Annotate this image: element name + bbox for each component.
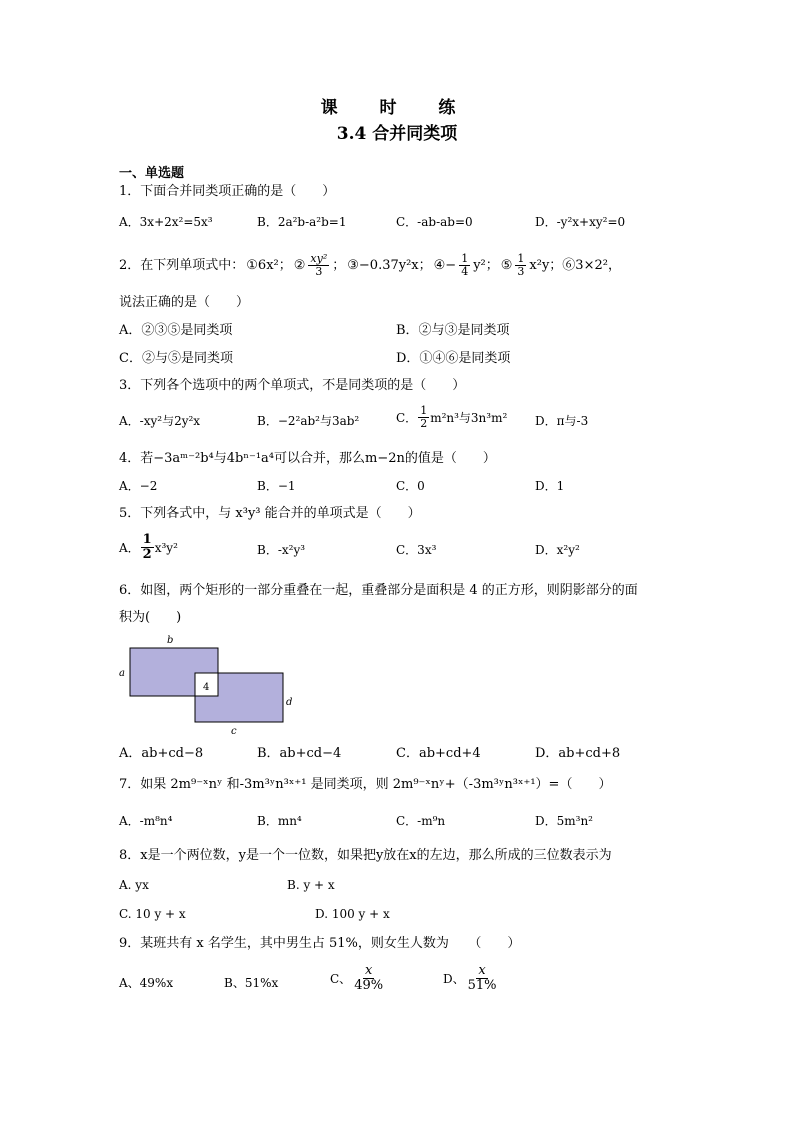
q8-option-c: C. 10 y + x: [119, 907, 186, 921]
q7-option-a: A．-m⁸n⁴: [119, 814, 173, 828]
q2-frac-xy-den: 3: [315, 265, 323, 279]
q4-option-b: B．−1: [257, 479, 296, 493]
q2-option-c: C．②与⑤是同类项: [119, 351, 233, 366]
q8-option-b: B. y + x: [287, 878, 335, 892]
q1-stem: 1．下面合并同类项正确的是（ ）: [119, 184, 336, 199]
q1-option-a: A．3x+2x²=5x³: [119, 215, 213, 229]
q2-item-4-label: ④−: [433, 258, 457, 274]
q2-fraction-13: [515, 253, 526, 278]
q9-option-c: [330, 964, 386, 994]
q9-c-label: C、: [330, 971, 352, 986]
q3-option-a: A．-xy²与2y²x: [119, 414, 201, 428]
q2-sep: ；: [332, 258, 346, 274]
q6-stem-line1: 6．如图，两个矩形的一部分重叠在一起，重叠部分是面积是 4 的正方形，则阴影部分的面: [119, 583, 638, 598]
q3-c-rest: m²n³与3n³m²: [430, 410, 508, 425]
q9-c-frac-den: 49%: [354, 978, 384, 994]
q5-a-frac-num: 1: [142, 532, 152, 547]
q5-option-d: D．x²y²: [535, 543, 580, 557]
q6-option-b: B．ab+cd−4: [257, 746, 342, 761]
page-title: 课 时 练: [320, 98, 474, 118]
q2-option-b: B．②与③是同类项: [396, 323, 510, 338]
q3-c-fraction: [418, 405, 429, 430]
q9-option-d: [443, 964, 500, 994]
q3-option-d: D．π与-3: [535, 414, 589, 428]
q5-a-fraction: [141, 533, 154, 563]
q3-stem: 3．下列各个选项中的两个单项式，不是同类项的是（ ）: [119, 378, 466, 393]
q6-option-a: A．ab+cd−8: [119, 746, 204, 761]
q3-c-label: C．: [396, 410, 418, 425]
q2-frac-13-num: 1: [517, 252, 525, 265]
q2-fraction-14: [459, 253, 470, 278]
q2-prefix: 2．在下列单项式中：: [119, 258, 245, 274]
q2-frac-14-den: 4: [461, 265, 469, 279]
q3-c-frac-den: 2: [420, 417, 428, 431]
q5-option-b: B．-x²y³: [257, 543, 306, 557]
q2-frac-14-num: 1: [461, 252, 469, 265]
q6-rectangles-figure: [115, 630, 305, 740]
q1-option-b: B．2a²b-a²b=1: [257, 215, 347, 229]
q2-item-2-label: ②: [293, 258, 306, 274]
q2-item-5-rest: x²y；⑥3×2²，: [529, 258, 621, 274]
q9-option-a: A、49%x: [119, 976, 174, 990]
q4-option-a: A．−2: [119, 479, 158, 493]
q9-d-frac-num: x: [478, 963, 486, 978]
q2-item-3: ③−0.37y²x；: [347, 258, 432, 274]
q7-stem: 7．如果 2m⁹⁻ˣnʸ 和-3m³ʸn³ˣ⁺¹ 是同类项，则 2m⁹⁻ˣnʸ+（-3m³ʸn³ˣ⁺¹）=（ ）: [119, 777, 612, 792]
q4-option-c: C．0: [396, 479, 425, 493]
q2-frac-xy-num: xy²: [310, 252, 328, 265]
q8-stem: 8．x是一个两位数，y是一个一位数，如果把y放在x的左边，那么所成的三位数表示为: [119, 848, 612, 863]
q7-option-d: D．5m³n²: [535, 814, 593, 828]
q9-stem: 9．某班共有 x 名学生，其中男生占 51%，则女生人数为 （ ）: [119, 936, 521, 951]
q9-d-label: D、: [443, 971, 465, 986]
q6-label-b: b: [167, 635, 174, 646]
q5-a-rest: x³y²: [154, 540, 178, 555]
section-heading: 一、单选题: [119, 166, 185, 181]
q6-stem-line2: 积为( ): [119, 610, 182, 625]
q5-stem: 5．下列各式中，与 x³y³ 能合并的单项式是（ ）: [119, 506, 421, 521]
q1-option-c: C．-ab-ab=0: [396, 215, 473, 229]
q6-label-d: d: [286, 697, 293, 708]
q1-option-d: D．-y²x+xy²=0: [535, 215, 626, 229]
q9-option-b: B、51%x: [224, 976, 279, 990]
q5-option-c: C．3x³: [396, 543, 437, 557]
q2-option-a: A．②③⑤是同类项: [119, 323, 233, 338]
q9-d-fraction: [466, 964, 499, 994]
q5-a-frac-den: 2: [142, 547, 152, 563]
q4-stem: 4．若−3aᵐ⁻²b⁴与4bⁿ⁻¹a⁴可以合并，那么m−2n的值是（ ）: [119, 451, 496, 466]
q5-a-label: A．: [119, 540, 140, 555]
q2-option-d: D．①④⑥是同类项: [396, 351, 511, 366]
q2-item-1: ①6x²；: [246, 258, 292, 274]
q2-line2: 说法正确的是（ ）: [119, 295, 250, 310]
q7-option-c: C．-m⁹n: [396, 814, 446, 828]
q6-label-c: c: [231, 726, 237, 737]
q2-item-4-rest: y²；: [473, 258, 499, 274]
q4-option-d: D．1: [535, 479, 565, 493]
q7-option-b: B．mn⁴: [257, 814, 302, 828]
q6-option-c: C．ab+cd+4: [396, 746, 481, 761]
q2-frac-13-den: 3: [517, 265, 525, 279]
q9-d-frac-den: 51%: [467, 978, 497, 994]
q8-option-a: A. yx: [119, 878, 149, 892]
q3-option-b: B．−2²ab²与3ab²: [257, 414, 360, 428]
q6-label-4: 4: [203, 682, 210, 693]
q9-c-frac-num: x: [364, 963, 373, 978]
q3-option-c: [396, 405, 507, 430]
page-subtitle: 3.4 合并同类项: [336, 124, 458, 144]
q2-fraction-xy: [308, 253, 329, 278]
q5-option-a: [119, 533, 178, 563]
q9-c-fraction: [352, 964, 385, 994]
q2-item-5-label: ⑤: [500, 258, 513, 274]
q8-option-d: D. 100 y + x: [315, 907, 390, 921]
q2-stem: [119, 253, 621, 278]
q6-label-a: a: [119, 668, 125, 679]
q3-c-frac-num: 1: [420, 404, 428, 417]
q6-option-d: D．ab+cd+8: [535, 746, 621, 761]
